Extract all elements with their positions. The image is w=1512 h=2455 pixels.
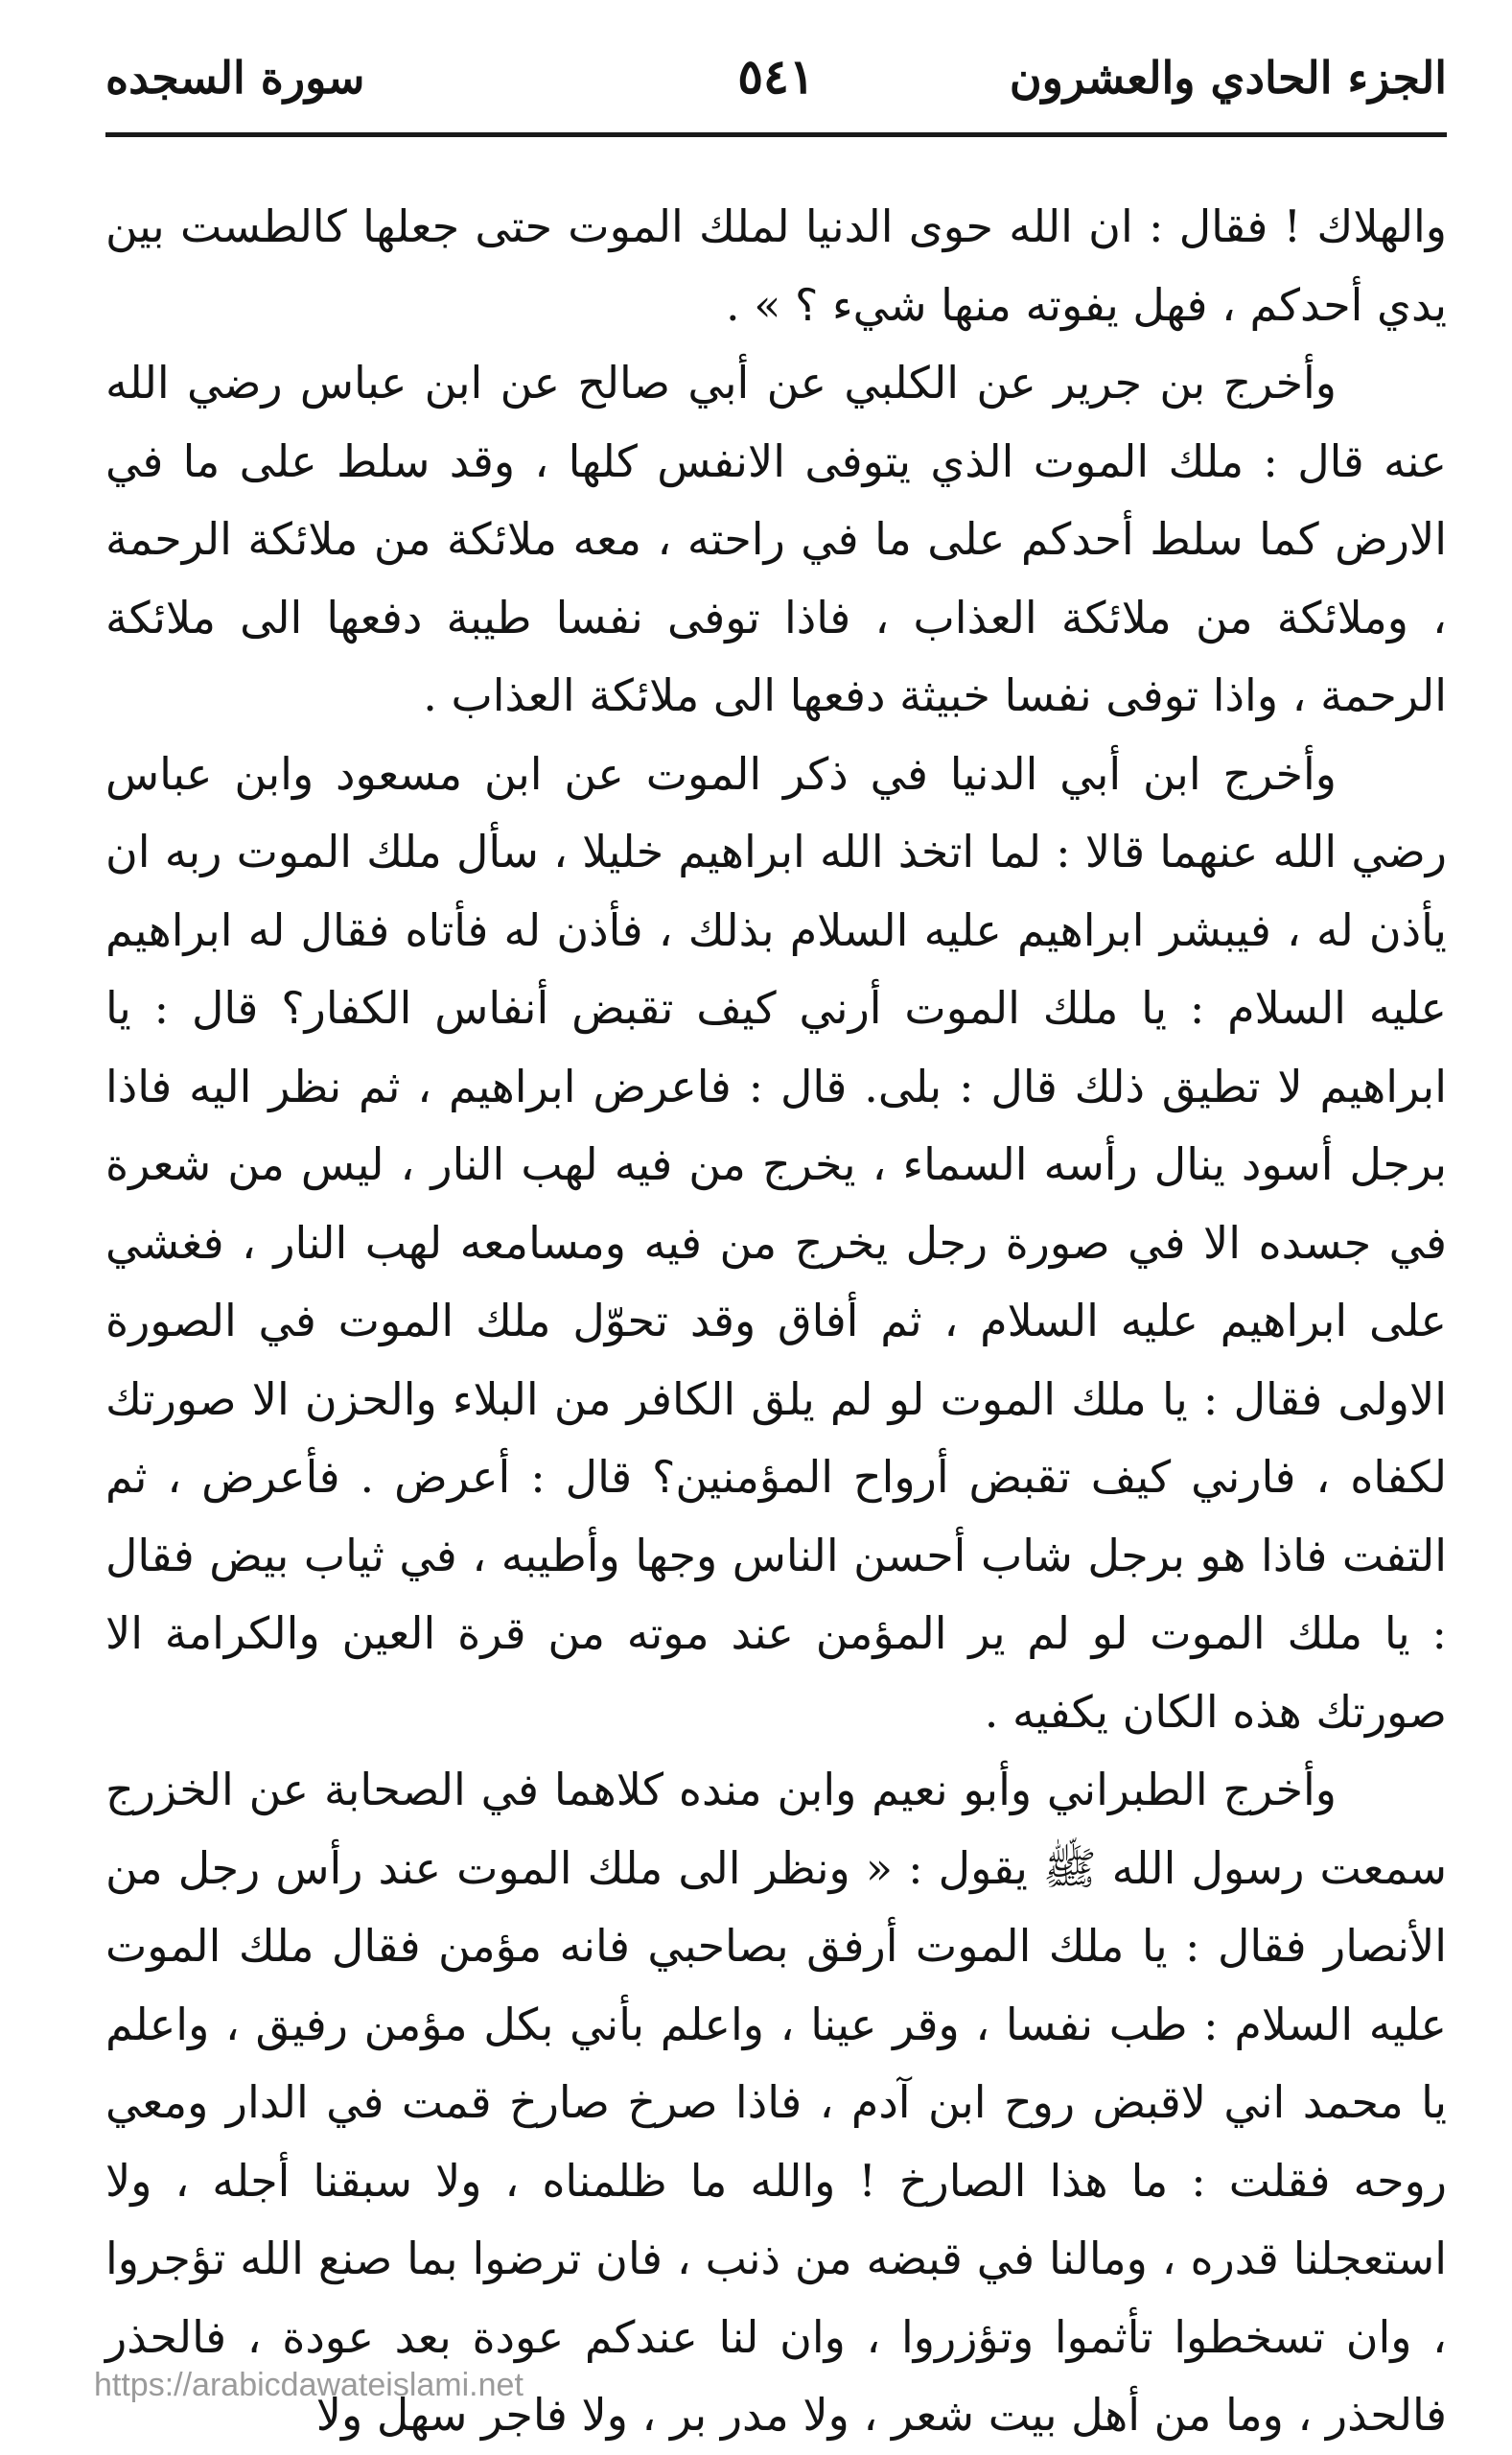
paragraph-4: وأخرج الطبراني وأبو نعيم وابن منده كلاهما في الصحابة عن الخزرج سمعت رسول الله ﷺ يقول : « ونظر الى ملك الموت عند رأس رجل من الأنصار فقال : يا ملك الموت أرفق بصاحبي فانه مؤمن فقال ملك الموت عليه السلام : طب نفسا ، وقر عينا ، واعلم بأني بكل مؤمن رفيق ، واعلم يا محمد اني لاقبض روح ابن آدم ، فاذا صرخ صارخ قمت في الدار ومعي روحه فقلت : ما هذا الصارخ ! والله ما ظلمناه ، ولا سبقنا أجله ، ولا استعجلنا قدره ، ومالنا في قبضه من ذنب ، فان ترضوا بما صنع الله تؤجروا ، وان تسخطوا تأثموا وتؤزروا ، وان لنا عندكم عودة بعد عودة ، فالحذر فالحذر ، وما من أهل بيت شعر ، ولا مدر بر ، ولا فاجر سهل ولا	[105, 1764, 1447, 2441]
header-rule	[105, 132, 1447, 137]
main-text	[105, 188, 1447, 2455]
surah-title: سورة السجده	[105, 52, 365, 104]
page-number: ٥٤١	[737, 48, 815, 105]
paragraph-2: وأخرج بن جرير عن الكلبي عن أبي صالح عن ابن عباس رضي الله عنه قال : ملك الموت الذي يتوفى الانفس كلها ، وقد سلط على ما في الارض كما سلط أحدكم على ما في راحته ، معه ملائكة من ملائكة الرحمة ، وملائكة من ملائكة العذاب ، فاذا توفى نفسا طيبة دفعها الى ملائكة الرحمة ، واذا توفى نفسا خبيثة دفعها الى ملائكة العذاب .	[105, 357, 1447, 721]
watermark-url: https://arabicdawateislami.net	[94, 2367, 523, 2403]
running-header	[105, 40, 1447, 117]
paragraph-3: وأخرج ابن أبي الدنيا في ذكر الموت عن ابن مسعود وابن عباس رضي الله عنهما قالا : لما اتخذ الله ابراهيم خليلا ، سأل ملك الموت ربه ان يأذن له ، فيبشر ابراهيم عليه السلام بذلك ، فأذن له فأتاه فقال له ابراهيم عليه السلام : يا ملك الموت أرني كيف تقبض أنفاس الكفار؟ قال : يا ابراهيم لا تطيق ذلك قال : بلى. قال : فاعرض ابراهيم ، ثم نظر اليه فاذا برجل أسود ينال رأسه السماء ، يخرج من فيه لهب النار ، ليس من شعرة في جسده الا في صورة رجل يخرج من فيه ومسامعه لهب النار ، فغشي على ابراهيم عليه السلام ، ثم أفاق وقد تحوّل ملك الموت في الصورة الاولى فقال : يا ملك الموت لو لم يلق الكافر من البلاء والحزن الا صورتك لكفاه ، فارني كيف تقبض أرواح المؤمنين؟ قال : أعرض . فأعرض ، ثم التفت فاذا هو برجل شاب أحسن الناس وجها وأطيبه ، في ثياب بيض فقال : يا ملك الموت لو لم ير المؤمن عند موته من قرة العين والكرامة الا صورتك هذه الكان يكفيه .	[105, 747, 1447, 1738]
paragraph-1: والهلاك ! فقال : ان الله حوى الدنيا لملك الموت حتى جعلها كالطست بين يدي أحدكم ، فهل يفوته منها شيء ؟ » .	[105, 200, 1447, 331]
part-title: الجزء الحادي والعشرون	[1009, 52, 1447, 104]
